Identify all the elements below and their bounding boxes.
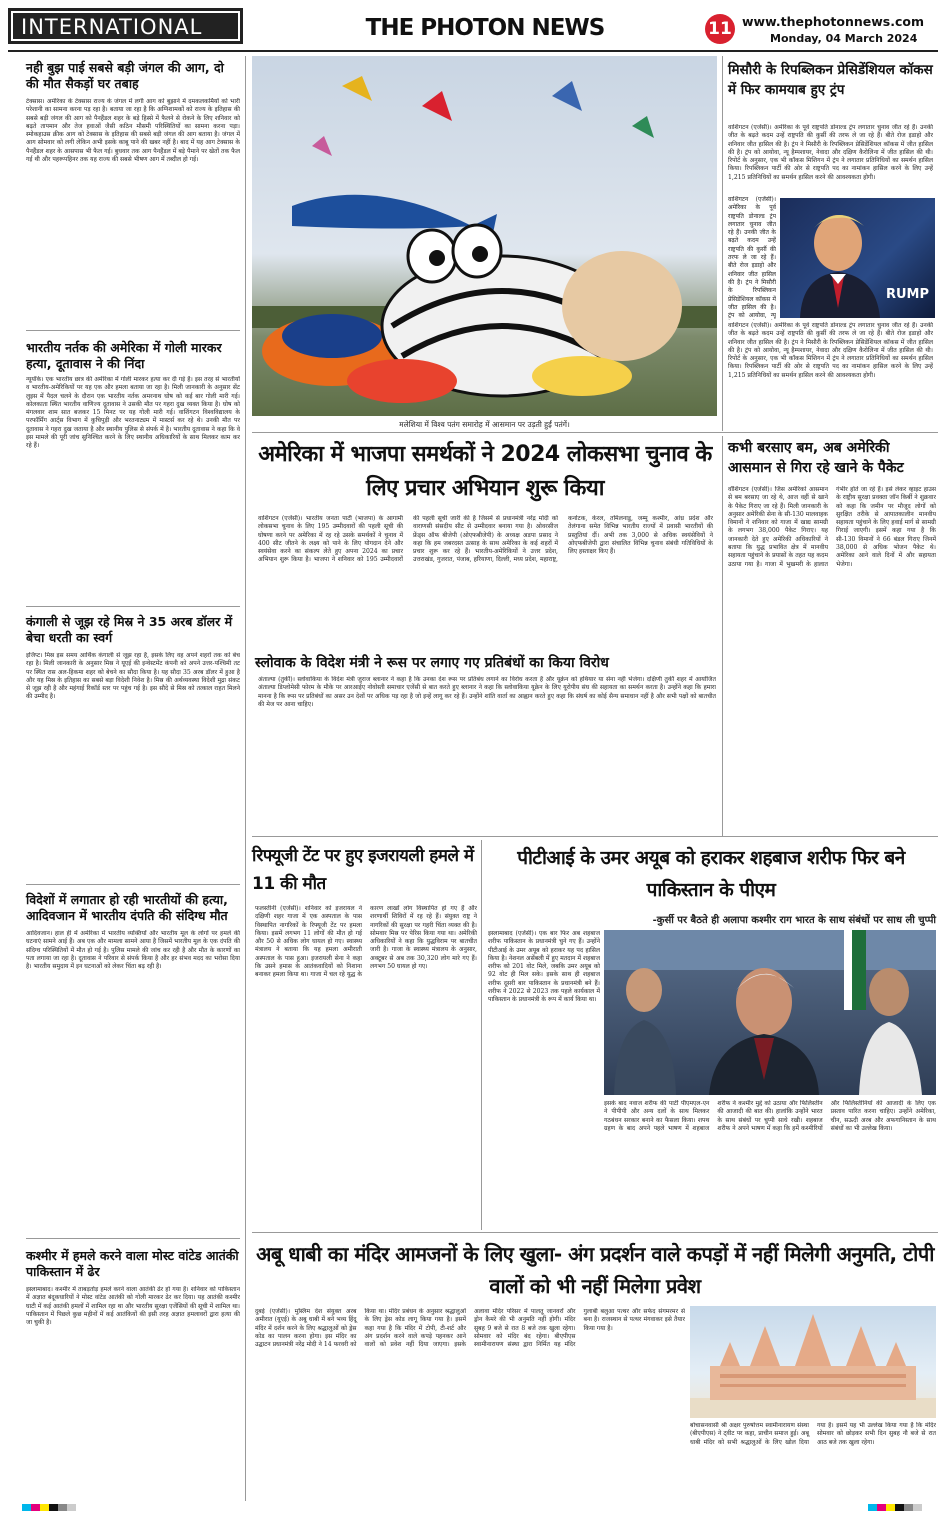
section-banner (8, 8, 243, 44)
divider (252, 432, 938, 433)
divider (252, 836, 938, 837)
refugee-headline: रिफ्यूजी टेंट पर हुए इजरायली हमले में 11 की मौत (252, 846, 474, 894)
divider (26, 606, 240, 607)
pakistan-body-1: इस्लामाबाद (एजेंसी)। एक बार फिर अब शहबाज शरीफ पाकिस्तान के प्रधानमंत्री चुने गए हैं। उन्होंने पीटीआई के उमर अयूब को हराकर यह पद हासिल किया है। नेशनल असेंबली में हुए मतदान में शहबाज शरीफ को 201 वोट मिले, जबकि उमर अयूब को 92 वोट ही मिल सके। इसके साथ ही शहबाज शरीफ दूसरी बार पाकिस्तान के प्रधानमंत्री बने हैं। शरीफ ने 2022 से 2023 तक पहले कार्यकाल में पाकिस्तान के प्रधानमंत्री के रूप में कार्य किया था। (488, 930, 600, 1004)
killings-body: आदिवजान। हाल ही में अमेरिका में भारतीय व्यक्तियों और भारतीय मूल के लोगों पर हमले की घटनाएं सामने आई हैं। अब एक और मामला सामने आया है जिसमें भारतीय मूल के एक दंपति की संदिग्ध परिस्थितियों में मौत हो गई है। पुलिस मामले की जांच कर रही है और मौत के कारणों का पता लगाया जा रहा है। दूतावास ने परिवार से संपर्क किया है और हर संभव मदद का भरोसा दिया है। भारतीय समुदाय में इन घटनाओं को लेकर चिंता बढ़ रही है। (26, 930, 240, 971)
refugee-body: फलस्तीनी (एजेंसी)। शनिवार को इजरायल ने दक्षिणी शहर गाजा में एक अस्पताल के पास विस्थापित नागरिकों के रिफ्यूजी टेंट पर हमला किया। इसमें लगभग 11 लोगों की मौत हो गई और 50 से अधिक लोग घायल हो गए। स्वास्थ्य मंत्रालय ने बताया कि यह हमला अमीराती अस्पताल के पास हुआ। इजरायली सेना ने कहा कि उसने हमास के आतंकवादियों को निशाना बनाकर हमला किया था। गाजा में चल रहे युद्ध के कारण लाखों लोग विस्थापित हो गए हैं और शरणार्थी शिविरों में रह रहे हैं। संयुक्त राष्ट्र ने नागरिकों की सुरक्षा पर गहरी चिंता व्यक्त की है। सोमवार मिस्र पर पेरिस किया गया था। अमेरिकी अधिकारियों ने कहा कि युद्धविराम पर बातचीत जारी है। गाजा के स्वास्थ्य मंत्रालय के अनुसार, अक्टूबर से अब तक 30,320 लोग मारे गए हैं। लगभग 50 घायल हो गए। (255, 905, 477, 979)
kashmir-body: इस्लामाबाद। कश्मीर में ताबड़तोड़ हमले करने वाला आतंकी ढेर हो गया है। शनिवार को पाकिस्तान में अज्ञात बंदूकधारियों ने मोस्ट वांटेड आतंकी को गोली मारकर ढेर कर दिया। यह आतंकी कश्मीर घाटी में कई आतंकी हमलों में शामिल रहा था और भारतीय सुरक्षा एजेंसियों की सूची में शामिल था। पाकिस्तान में पिछले कुछ महीनों में कई आतंकियों की इसी तरह अज्ञात हमलावरों द्वारा हत्या की जा चुकी है। (26, 1286, 240, 1327)
abu-dhabi-temple-photo (690, 1306, 936, 1418)
fire-headline: नही बुझ पाई सबसे बड़ी जंगल की आग, दो की मौत सैकड़ों घर तबाह (26, 60, 224, 91)
divider (26, 884, 240, 885)
pakistan-subheadline: -कुर्सी पर बैठते ही अलापा कश्मीर राग भारत के साथ संबंधों पर साध ली चुप्पी (652, 915, 936, 926)
kite-photo-caption: मलेशिया में विश्व पतंग समारोह में आसमान पर उड़ती हुईं पतंगें। (399, 420, 570, 429)
egypt-headline: कंगाली से जूझ रहे मिस्र ने 35 अरब डॉलर में बेचा धरती का स्वर्ग (26, 614, 233, 645)
trump-photo-sign: RUMP (885, 287, 929, 302)
trump-body-side: वाशिंगटन (एजेंसी)। अमेरिका के पूर्व राष्ट्रपति डोनाल्ड ट्रंप लगातार चुनाव जीत रहे हैं। उनकी जीत के बढ़ते कदम उन्हें राष्ट्रपति की कुर्सी की तरफ ले जा रहे हैं। बीते रोज इडाहो और शनिवार जीत हासिल की है। ट्रंप ने मिसौरी के रिपब्लिकन प्रेसिडेंशियल कॉकस में जीत हासिल की है। ट्रंप को आयोवा, न्यू (728, 196, 776, 320)
gaza-food-body: वॉशिंगटन (एजेंसी)। जिस अमेरिको आसमान से बम बरसाए जा रहे थे, आज वहीं से खाने के पैकेट गिराए जा रहे हैं। मिली जानकारी के अनुसार अमेरिकी सेना के सी-130 मालवाहक विमानों ने शनिवार को गाजा में खाद्य सामग्री के लगभग 38,000 पैकेट गिराए। यह जानकारी देते हुए अमेरिकी अधिकारियों ने बताया कि युद्ध प्रभावित क्षेत्र में मानवीय सहायता पहुंचाने के प्रयासों के तहत यह कदम उठाया गया है। गाजा में भुखमरी के हालात गंभीर होते जा रहे हैं। इसे लेकर व्हाइट हाउस के राष्ट्रीय सुरक्षा प्रवक्ता जॉन किर्बी ने शुक्रवार को कहा कि जमीन पर मौजूद लोगों को सुरक्षित तरीके से आपातकालीन मानवीय सहायता पहुंचाने के लिए हवाई मार्ग से सामग्री गिराई जाएगी। इसमें कहा गया है कि सी-130 विमानों ने 66 बंडल गिराए जिनमें 38,000 से अधिक भोजन पैकेट थे। अमेरिका आने वाले दिनों में और सहायता भेजेगा। (728, 486, 936, 568)
sharif-photo-illustration (604, 930, 936, 1095)
kite-illustration (252, 56, 717, 416)
pakistan-headline: पीटीआई के उमर अयूब को हराकर शहबाज शरीफ फिर बने पाकिस्तान के पीएम (517, 847, 905, 901)
trump-body-bottom: वाशिंगटन (एजेंसी)। अमेरिका के पूर्व राष्ट्रपति डोनाल्ड ट्रंप लगातार चुनाव जीत रहे हैं। उनकी जीत के बढ़ते कदम उन्हें राष्ट्रपति की कुर्सी की तरफ ले जा रहे हैं। बीते रोज इडाहो और शनिवार जीत हासिल की है। ट्रंप ने मिसौरी के रिपब्लिकन प्रेसिडेंशियल कॉकस में जीत हासिल की है। ट्रंप को आयोवा, न्यू हैम्पशायर, नेवादा और दक्षिण कैरोलिना में जीत हासिल की थी। रिपोर्ट के अनुसार, एक भी कॉकस मिशिगन में ट्रंप ने लगातार प्रतिनिधियों का समर्थन हासिल किया। रिपब्लिकन पार्टी की ओर से राष्ट्रपति पद का नामांकन हासिल करने के लिए उन्हें 1,215 प्रतिनिधियों का समर्थन हासिल करने की आवश्यकता होगी। (728, 322, 933, 379)
column-rule (245, 56, 246, 1501)
website[interactable]: www.thephotonnews.com (742, 14, 924, 29)
egypt-body: इजिप्ट। मिस्र इस समय आर्थिक कंगाली से जूझ रहा है, इसके लिए वह अपने शहरों तक को बेच रहा है। मिली जानकारी के अनुसार मिस्र ने यूएई की इन्वेस्टमेंट कंपनी को अपने उत्तर-पश्चिमी तट पर स्थित रास अल-हिकमा शहर को बेचने का सौदा किया है। यह सौदा 35 अरब डॉलर में हुआ है और यह मिस्र के इतिहास का सबसे बड़ा विदेशी निवेश है। मिस्र की अर्थव्यवस्था विदेशी मुद्रा संकट से जूझ रही है और महंगाई रिकॉर्ड स्तर पर पहुंच गई है। इस सौदे से मिस्र को तत्काल राहत मिलने की उम्मीद है। (26, 652, 240, 701)
shehbaz-sharif-photo (604, 930, 936, 1095)
section-label: INTERNATIONAL (21, 15, 203, 39)
paper-name: THE PHOTON NEWS (365, 15, 605, 41)
bjp-headline: अमेरिका में भाजपा समर्थकों ने 2024 लोकसभा चुनाव के लिए प्रचार अभियान शुरू किया (258, 442, 712, 501)
dancer-body: न्यूयॉर्क। एक भारतीय छात्र की अमेरिका में गोली मारकर हत्या कर दी गई है। इस तरह से भारतीयों व भारतीय-अमेरिकियों पर यह एक और हमला बताया जा रहा है। मिली जानकारी के अनुसार सेंट लुइस में पैदल चलने के दौरान एक भारतीय नर्तक अमरनाथ घोष को कई बार गोली मारी गई। कोलकाता स्थित भारतीय वाणिज्य दूतावास ने उसकी मौत पर गहरा दुख व्यक्त किया है। घोष को मंगलवार शाम सात बजकर 15 मिनट पर यह गोली मारी गई। वाशिंगटन विश्वविद्यालय के परफॉर्मिंग आर्ट्स विभाग में कुचिपुड़ी और भरतनाट्यम में मास्टर्स कर रहे थे। उनकी मौत पर दूतावास ने गहरा दुख जताया है और स्थानीय पुलिस से संपर्क में है। भारतीय दूतावास ने कहा कि वे इस मामले की पूरी जांच सुनिश्चित करने के लिए स्थानीय अधिकारियों के साथ मिलकर काम कर रहे हैं। (26, 376, 240, 450)
issue-date: Monday, 04 March 2024 (770, 32, 918, 45)
column-rule (722, 56, 723, 431)
page-number: 11 (708, 19, 732, 39)
registration-bar-left (22, 1504, 76, 1511)
divider (252, 1232, 938, 1233)
bjp-body: वाशिंगटन (एजेंसी)। भारतीय जनता पार्टी (भाजपा) के आगामी लोकसभा चुनाव के लिए 195 उम्मीदवारों की पहली सूची की घोषणा करने पर अमेरिका में रह रहे उसके समर्थकों ने चुनाव में 400 सीट जीतने के लक्ष्य को पाने के लिए योगदान देने और स्वयंसेवा करने का संकल्प लेते हुए अपना 2024 का प्रचार अभियान शुरू किया है। भाजपा ने शनिवार को 195 उम्मीदवारों की पहली सूची जारी की है जिसमें से प्रधानमंत्री नरेंद्र मोदी को वाराणसी संसदीय सीट से उम्मीदवार बनाया गया है। ओवरसीज फ्रेंड्स ऑफ बीजेपी (ओएफबीजेपी) के अध्यक्ष अडपा प्रसाद ने कहा कि हम जबरदस्त उत्साह के साथ अमेरिका के कई शहरों में प्रचार शुरू कर रहे हैं। भारतीय-अमेरिकियों ने उत्तर प्रदेश, उत्तराखंड, गुजरात, पंजाब, हरियाणा, दिल्ली, मध्य प्रदेश, महाराष्ट्र, कर्नाटक, केरल, तमिलनाडु, जम्मू कश्मीर, आंध्र प्रदेश और तेलंगाना समेत विभिन्न भारतीय राज्यों में प्रवासी भारतीयों की प्रस्तुतियां दीं। अभी तक 3,000 से अधिक स्वयंसेवियों ने ओएफबीजेपी द्वारा संचालित विभिन्न चुनाव संबंधी गतिविधियों के लिए हस्ताक्षर किए हैं। (258, 515, 713, 564)
masthead-rule (8, 50, 938, 52)
slovakia-body: अंताल्या (तुर्की)। स्लोवाकिया के विदेश मंत्री जुराज ब्लानार ने कहा है कि उनका देश रूस पर प्रतिबंध लगाने का विरोध करता है और यूक्रेन को हथियार या सेना नहीं भेजेगा। दक्षिणी तुर्की शहर में आयोजित अंताल्या डिप्लोमेसी फोरम के मौके पर आरआईए नोवोस्ती समाचार एजेंसी से बात करते हुए ब्लानार ने कहा कि स्लोवाकिया यूक्रेन के लिए यूरोपीय संघ की सहायता का समर्थन करता है। उन्होंने कहा कि हमारा मानना है कि रूस पर प्रतिबंधों का असर उन देशों पर अधिक पड़ रहा है जो इन्हें लागू कर रहे हैं। उन्होंने शांति वार्ता का आह्वान करते हुए कहा कि संघर्ष का कोई सैन्य समाधान नहीं है और सभी पक्षों को बातचीत की मेज पर आना चाहिए। (258, 676, 716, 708)
gaza-food-headline: कभी बरसाए बम, अब अमेरिकी आसमान से गिरा रहे खाने के पैकेट (728, 440, 904, 476)
abu-dhabi-body: दुबई (एजेंसी)। मुस्लिम देश संयुक्त अरब अमीरात (यूएई) के अबू धाबी में बने भव्य हिंदू मंदिर में दर्शन करने के लिए श्रद्धालुओं को ड्रेस कोड का पालन करना होगा। इस मंदिर का उद्घाटन प्रधानमंत्री नरेंद्र मोदी ने 14 फरवरी को किया था। मंदिर प्रबंधन के अनुसार श्रद्धालुओं के लिए ड्रेस कोड लागू किया गया है। इसमें कहा गया है कि मंदिर में टोपी, टी-शर्ट और अंग प्रदर्शन करने वाले कपड़े पहनकर आने वालों को प्रवेश नहीं दिया जाएगा। इसके अलावा मंदिर परिसर में पालतू जानवरों और ड्रोन कैमरे की भी अनुमति नहीं होगी। मंदिर सुबह 9 बजे से रात 8 बजे तक खुला रहेगा। सोमवार को मंदिर बंद रहेगा। बीएपीएस स्वामीनारायण संस्था द्वारा निर्मित यह मंदिर गुलाबी बलुआ पत्थर और सफेद संगमरमर से बना है। राजस्थान से पत्थर मंगवाकर इसे तैयार किया गया है। (255, 1308, 685, 1349)
kashmir-headline: कश्मीर में हमले करने वाला मोस्ट वांटेड आतंकी पाकिस्तान में ढेर (26, 1248, 239, 1279)
dancer-headline: भारतीय नर्तक की अमेरिका में गोली मारकर हत्या, दूतावास ने की निंदा (26, 340, 222, 371)
fire-body: टेक्सास। अमेरिका के टेक्सास राज्य के जंगल में लगी आग को बुझाने में दमकलकर्मियों को भारी परेशानी का सामना करना पड़ रहा है। बताया जा रहा है कि अग्निशामकों को राज्य के इतिहास की सबसे बड़ी जंगल की आग को पैनहैंडल शहर के बड़े हिस्से में फैलने से रोकने के लिए शनिवार को बढ़ते तापमान और तेज हवाओं जैसी कठिन मौसमी परिस्थितियों का सामना करना पड़ा। स्मोकहाउस क्रीक आग को टेक्सास के इतिहास की सबसे बड़ी जंगल की आग बताया है। जंगल में आग सोमवार को लगी लेकिन अभी इसके काबू पाने की खबर नहीं है। बाद में यह आग टेक्सास के पैनहैंडल शहर के आसपास भी फैल गई। बुधवार तक आग पैनहैंडल में बड़े पैमाने पर खेतों तक फैल गई थी और पहरूपहिनर तक यह राज्य की सबसे भीषण आग में तब्दील हो गई। (26, 98, 240, 164)
killings-headline: विदेशों में लगातार हो रही भारतीयों की हत्या, आदिवजान में भारतीय दंपति की संदिग्ध मौत (26, 892, 228, 923)
divider (26, 330, 240, 331)
trump-body-top: वाशिंगटन (एजेंसी)। अमेरिका के पूर्व राष्ट्रपति डोनाल्ड ट्रंप लगातार चुनाव जीत रहे हैं। उनकी जीत के बढ़ते कदम उन्हें राष्ट्रपति की कुर्सी की तरफ ले जा रहे हैं। बीते रोज इडाहो और शनिवार जीत हासिल की है। ट्रंप ने मिसौरी के रिपब्लिकन प्रेसिडेंशियल कॉकस में जीत हासिल की है। ट्रंप को आयोवा, न्यू हैम्पशायर, नेवादा और दक्षिण कैरोलिना में जीत हासिल की थी। रिपोर्ट के अनुसार, एक भी कॉकस मिशिगन में ट्रंप ने लगातार प्रतिनिधियों का समर्थन हासिल किया। रिपब्लिकन पार्टी की ओर से राष्ट्रपति पद का नामांकन हासिल करने के लिए उन्हें 1,215 प्रतिनिधियों का समर्थन हासिल करने की आवश्यकता होगी। (728, 124, 933, 181)
kite-festival-photo (252, 56, 717, 416)
page-number-badge (705, 14, 735, 44)
column-rule (481, 840, 482, 1230)
registration-bar-right (868, 1504, 922, 1511)
left-column (8, 56, 240, 1501)
pakistan-body-2: इसके बाद नवाज शरीफ की पार्टी पीएमएल-एन ने पीपीपी और अन्य दलों के साथ मिलकर गठबंधन सरकार बनाने का फैसला किया। शपथ ग्रहण के बाद अपने पहले भाषण में शहबाज शरीफ ने कश्मीर मुद्दे को उठाया और फिलिस्तीन की आजादी की बात की। हालांकि उन्होंने भारत के साथ संबंधों पर चुप्पी साधे रखी। शहबाज शरीफ ने अपने भाषण में कहा कि हमें कश्मीरियों और फिलिस्तीनियों की आजादी के लिए एक प्रस्ताव पारित करना चाहिए। उन्होंने अमेरिका, चीन, सऊदी अरब और अफगानिस्तान के साथ संबंधों का भी उल्लेख किया। (604, 1100, 936, 1132)
abu-dhabi-headline: अबू धाबी का मंदिर आमजनों के लिए खुला- अंग प्रदर्शन वाले कपड़ों में नहीं मिलेगी अनुमति, टोपी वालों को भी नहीं मिलेगा प्रवेश (256, 1242, 934, 1298)
abu-dhabi-caption-body: बोचासनवासी श्री अक्षर पुरुषोत्तम स्वामीनारायण संस्था (बीएपीएस) ने ट्वीट पर कहा, प्राचीन समाज हुई। अबू धाबी मंदिर को सभी श्रद्धालुओं के लिए खोल दिया गया है। इसमें यह भी उल्लेख किया गया है कि मंदिर सोमवार को छोड़कर सभी दिन सुबह नौ बजे से रात आठ बजे तक खुला रहेगा। (690, 1422, 936, 1446)
divider (26, 1238, 240, 1239)
slovakia-headline: स्लोवाक के विदेश मंत्री ने रूस पर लगाए गए प्रतिबंधों का किया विरोध (255, 655, 609, 671)
trump-photo (780, 198, 935, 318)
column-rule (722, 436, 723, 836)
temple-illustration (690, 1306, 936, 1418)
trump-headline: मिसौरी के रिपब्लिकन प्रेसिडेंशियल कॉकस में फिर कामयाब हुए ट्रंप (728, 62, 933, 98)
